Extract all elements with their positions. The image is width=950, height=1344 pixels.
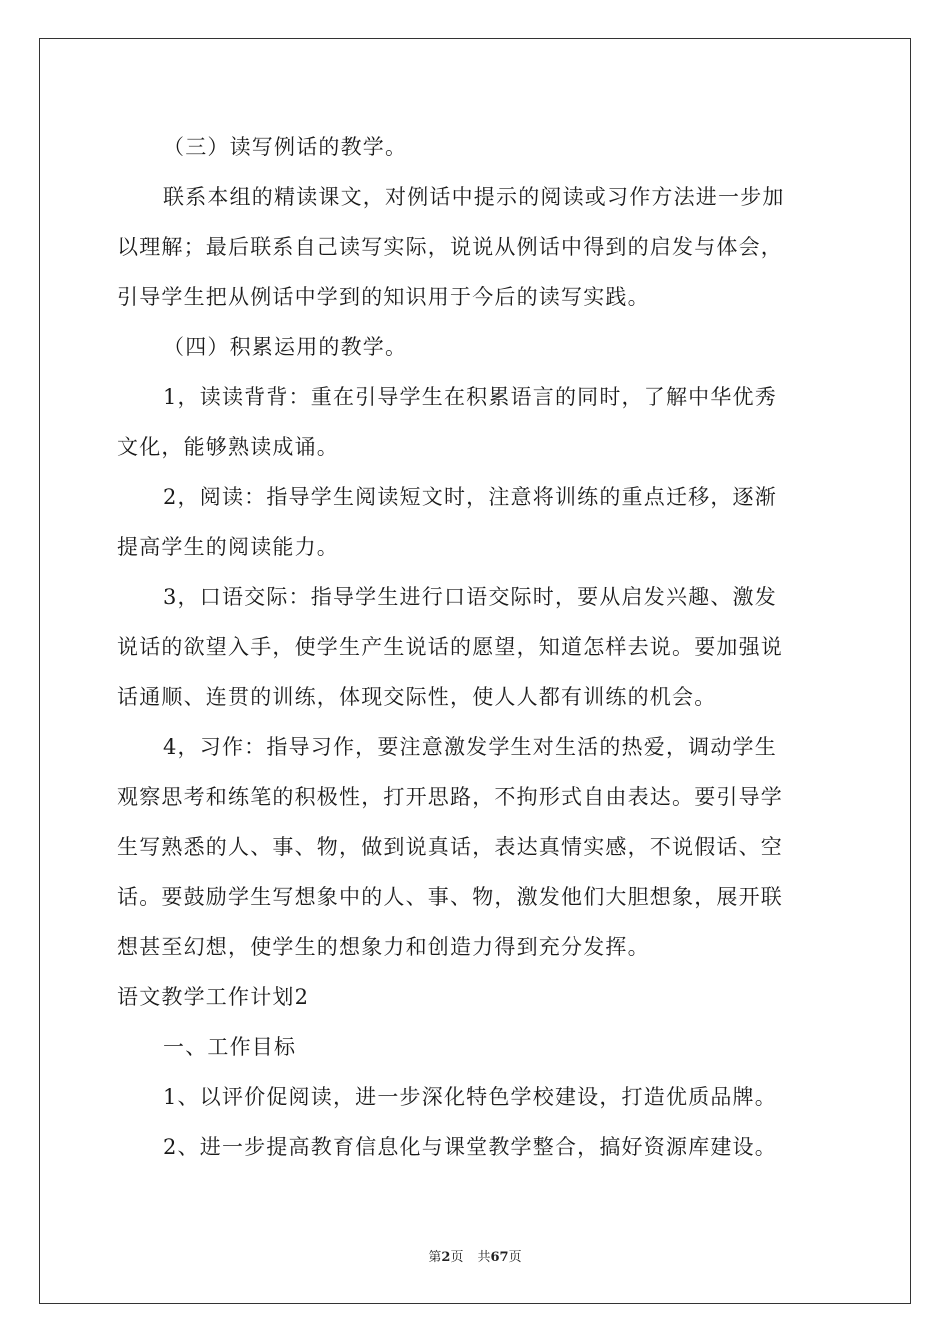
paragraph-line: 提高学生的阅读能力。 <box>117 535 339 559</box>
paragraph-line: 生写熟悉的人、事、物，做到说真话，表达真情实感，不说假话、空 <box>117 835 783 859</box>
list-item: 2、进一步提高教育信息化与课堂教学整合，搞好资源库建设。 <box>163 1135 777 1159</box>
paragraph-line: 2，阅读：指导学生阅读短文时，注意将训练的重点迁移，逐渐 <box>163 485 777 509</box>
section-heading-goals: 一、工作目标 <box>163 1035 297 1059</box>
paragraph-line: 联系本组的精读课文，对例话中提示的阅读或习作方法进一步加 <box>163 185 785 209</box>
paragraph-line: 引导学生把从例话中学到的知识用于今后的读写实践。 <box>117 285 650 309</box>
paragraph-line: 观察思考和练笔的积极性，打开思路，不拘形式自由表达。要引导学 <box>117 785 783 809</box>
paragraph-line: 话。要鼓励学生写想象中的人、事、物，激发他们大胆想象，展开联 <box>117 885 783 909</box>
page-number: 2 <box>441 1250 451 1265</box>
paragraph-line: 4，习作：指导习作，要注意激发学生对生活的热爱，调动学生 <box>163 735 777 759</box>
total-suffix: 页 <box>508 1250 522 1265</box>
total-pages: 67 <box>490 1250 509 1265</box>
paragraph-line: 想甚至幻想，使学生的想象力和创造力得到充分发挥。 <box>117 935 650 959</box>
section-heading-3: （三）读写例话的教学。 <box>163 135 408 159</box>
page-footer <box>0 1246 950 1265</box>
total-prefix: 共 <box>477 1250 491 1265</box>
section-heading-4: （四）积累运用的教学。 <box>163 335 408 359</box>
paragraph-line: 文化，能够熟读成诵。 <box>117 435 339 459</box>
paragraph-line: 说话的欲望入手，使学生产生说话的愿望，知道怎样去说。要加强说 <box>117 635 783 659</box>
page-border <box>39 38 911 1304</box>
paragraph-line: 3，口语交际：指导学生进行口语交际时，要从启发兴趣、激发 <box>163 585 777 609</box>
document-title: 语文教学工作计划2 <box>117 985 310 1009</box>
paragraph-line: 话通顺、连贯的训练，体现交际性，使人人都有训练的机会。 <box>117 685 717 709</box>
paragraph-line: 1，读读背背：重在引导学生在积累语言的同时，了解中华优秀 <box>163 385 777 409</box>
paragraph-line: 以理解；最后联系自己读写实际，说说从例话中得到的启发与体会， <box>117 235 783 259</box>
page-prefix: 第 <box>428 1250 442 1265</box>
page-suffix: 页 <box>450 1250 464 1265</box>
list-item: 1、以评价促阅读，进一步深化特色学校建设，打造优质品牌。 <box>163 1085 777 1109</box>
